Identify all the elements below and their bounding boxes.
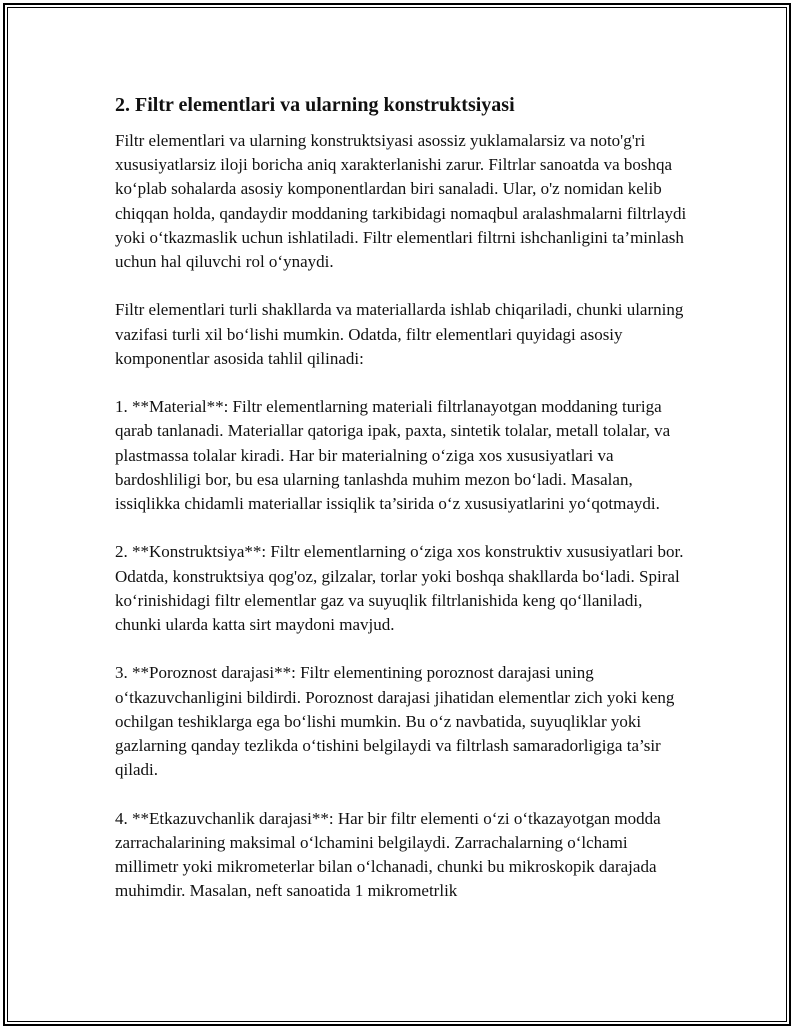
document-body: [115, 92, 690, 928]
paragraph-components: Filtr elementlari turli shakllarda va materiallarda ishlab chiqariladi, chunki ularning vazifasi turli xil bo‘lishi mumkin. Odatda, filtr elementlari quyidagi asosiy komponentlar asosida tahlil qilinadi:: [115, 300, 684, 368]
list-item-etkazuvchanlik: 4. **Etkazuvchanlik darajasi**: Har bir filtr elementi o‘zi o‘tkazayotgan modda zarrachalarining maksimal o‘lchamini belgilaydi. Zarrachalarning o‘lchami millimetr yoki mikrometerlar bilan o‘lchanadi, chunki bu mikroskopik darajada muhimdir. Masalan, neft sanoatida 1 mikrometrlik: [115, 808, 661, 901]
list-item-material: 1. **Material**: Filtr elementlarning materiali filtrlanayotgan moddaning turiga qarab tanlanadi. Materiallar qatoriga ipak, paxta, sintetik tolalar, metall tolalar, va plastmassa tolalar kiradi. Har bir materialning o‘ziga xos xususiyatlari va bardoshliligi bor, bu esa ularning tanlashda muhim mezon bo‘ladi. Masalan, issiqlikka chidamli materiallar issiqlik ta’sirida o‘z xususiyatlarini yo‘qotmaydi.: [115, 397, 671, 514]
list-item-poroznost: 3. **Poroznost darajasi**: Filtr elementining poroznost darajasi uning o‘tkazuvchanligini bildirdi. Poroznost darajasi jihatidan elementlar zich yoki keng ochilgan teshiklarga ega bo‘lishi mumkin. Bu o‘z navbatida, suyuqliklar yoki gazlarning qanday tezlikda o‘tishini belgilaydi va filtrlash samaradorligiga ta’sir qiladi.: [115, 663, 675, 780]
paragraph-intro: Filtr elementlari va ularning konstruktsiyasi asossiz yuklamalarsiz va noto'g'ri xususiyatlarsiz iloji boricha aniq xarakterlanishi zarur. Filtrlar sanoatda va boshqa ko‘plab sohalarda asosiy komponentlardan biri sanaladi. Ular, o'z nomidan kelib chiqqan holda, qandaydir moddaning tarkibidagi nomaqbul aralashmalarni filtrlaydi yoki o‘tkazmaslik uchun ishlatiladi. Filtr elementlari filtrni ishchanligini ta’minlash uchun hal qiluvchi rol o‘ynaydi.: [115, 131, 687, 272]
list-item-konstruktsiya: 2. **Konstruktsiya**: Filtr elementlarning o‘ziga xos konstruktiv xususiyatlari bor. Odatda, konstruktsiya qog'oz, gilzalar, torlar yoki boshqa shakllarda bo‘ladi. Spiral ko‘rinishidagi filtr elementlar gaz va suyuqlik filtrlanishida keng qo‘llaniladi, chunki ularda katta sirt maydoni mavjud.: [115, 542, 684, 635]
section-heading: 2. Filtr elementlari va ularning konstruktsiyasi: [115, 94, 515, 116]
